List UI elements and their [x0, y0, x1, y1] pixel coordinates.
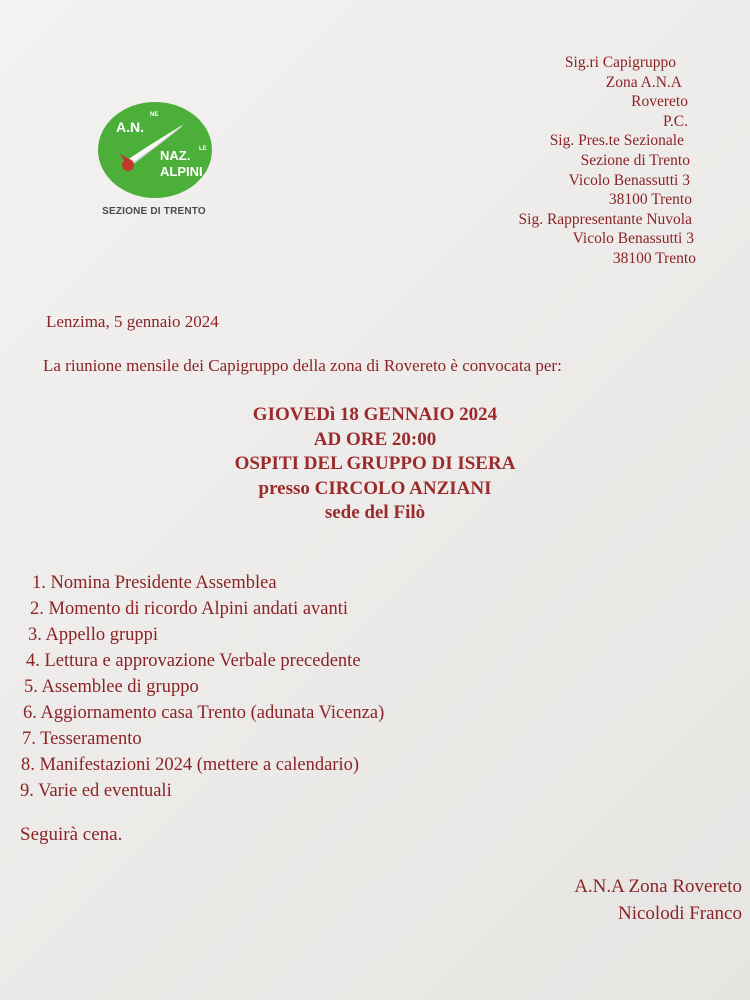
- meeting-venue: presso CIRCOLO ANZIANI: [258, 477, 492, 499]
- addressee-line: Vicolo Benassutti 3: [568, 171, 690, 189]
- meeting-location-name: sede del Filò: [324, 502, 426, 524]
- agenda-item: 2. Momento di ricordo Alpini andati avanti: [30, 599, 349, 619]
- agenda-item: 4. Lettura e approvazione Verbale precedente: [26, 651, 361, 671]
- addressee-line: Sezione di Trento: [580, 151, 690, 169]
- signature-org: A.N.A Zona Rovereto: [574, 876, 742, 897]
- meeting-host: OSPITI DEL GRUPPO DI ISERA: [234, 453, 516, 475]
- agenda-item: 5. Assemblee di gruppo: [24, 677, 199, 697]
- addressee-line: P.C.: [663, 112, 688, 130]
- agenda-item: 3. Appello gruppi: [28, 625, 159, 645]
- meeting-details: [0, 403, 750, 526]
- logo-middle-text: NAZ.: [160, 148, 191, 163]
- addressee-line: Vicolo Benassutti 3: [572, 230, 694, 248]
- agenda-item: 8. Manifestazioni 2024 (mettere a calendario): [21, 755, 359, 775]
- logo-superscript-mid: LE: [199, 146, 207, 152]
- addressee-line: Rovereto: [631, 93, 688, 111]
- meeting-time: AD ORE 20:00: [313, 428, 437, 450]
- agenda-item: 9. Varie ed eventuali: [20, 781, 172, 801]
- feather-pin-icon: [98, 102, 212, 198]
- agenda-item: 6. Aggiornamento casa Trento (adunata Vicenza): [23, 703, 385, 723]
- signature-name: Nicolodi Franco: [617, 903, 742, 924]
- addressee-line: Sig. Rappresentante Nuvola: [518, 210, 692, 228]
- meeting-date: GIOVEDì 18 GENNAIO 2024: [252, 404, 498, 425]
- agenda-list: [20, 570, 384, 804]
- addressee-line: 38100 Trento: [612, 249, 696, 267]
- logo-caption: SEZIONE DI TRENTO: [102, 206, 206, 217]
- date-place-line: Lenzima, 5 gennaio 2024: [46, 312, 219, 331]
- agenda-item: 1. Nomina Presidente Assemblea: [32, 573, 277, 593]
- intro-sentence: La riunione mensile dei Capigruppo della zona di Rovereto è convocata per:: [43, 356, 562, 375]
- closing-line: Seguirà cena.: [20, 824, 123, 845]
- logo-superscript-top: NE: [150, 112, 159, 118]
- ana-logo: [96, 102, 212, 222]
- addressee-line: Sig. Pres.te Sezionale: [549, 132, 684, 150]
- logo-bottom-text: ALPINI: [160, 164, 203, 179]
- addressee-line: 38100 Trento: [608, 191, 692, 209]
- addressee-line: Zona A.N.A: [605, 73, 682, 91]
- logo-top-text: A.N.: [116, 119, 144, 135]
- agenda-item: 7. Tesseramento: [22, 729, 142, 749]
- addressee-line: Sig.ri Capigruppo: [564, 54, 676, 71]
- addressee-block: [519, 53, 698, 269]
- signature-block: [574, 873, 742, 927]
